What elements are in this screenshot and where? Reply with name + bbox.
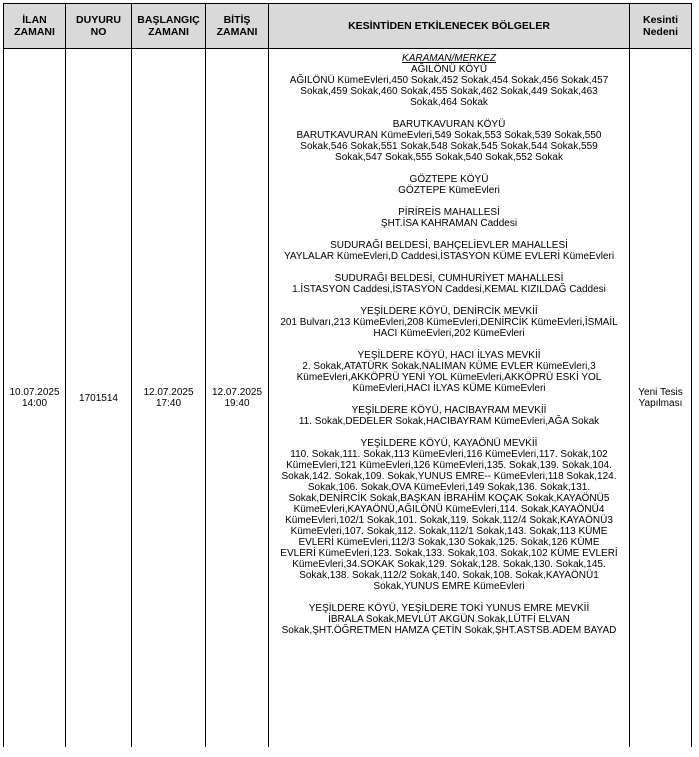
outage-reason: Yapılması xyxy=(638,398,683,409)
region-street-line: Sokak,DENİRCİK Sokak,BAŞKAN İBRAHİM KOÇAK Sokak,KAYAÖNÜ5 xyxy=(288,493,610,504)
region-street-line: Sokak,YUNUS EMRE KümeEvleri xyxy=(373,581,525,592)
region-streets xyxy=(275,130,623,163)
region-street-line: Sokak,ŞHT.ÖĞRETMEN HAMZA ÇETİN Sokak,ŞHT.ASTSB.ADEM BAYAD xyxy=(281,625,617,636)
header-bitis-zamani xyxy=(206,4,269,49)
region-streets xyxy=(275,416,623,427)
region-title: KARAMAN/MERKEZ xyxy=(402,53,496,64)
region-block xyxy=(275,119,623,163)
header-duyuru-no xyxy=(66,4,132,49)
region-streets xyxy=(275,251,623,262)
announce-date: 10.07.2025 xyxy=(9,387,60,398)
cell-baslangic-zamani xyxy=(132,49,206,748)
announce-time: 14:00 xyxy=(21,398,48,409)
region-street-line: EVLERİ KümeEvleri,123. Sokak,133. Sokak,103. Sokak,102 KÜME EVLERİ xyxy=(280,548,618,559)
region-street-line: YAYLALAR KümeEvleri,D Caddesi,İSTASYON KÜME EVLERİ KümeEvleri xyxy=(283,251,615,262)
header-label: ZAMANI xyxy=(216,26,258,38)
region-block xyxy=(275,240,623,262)
region-block xyxy=(275,207,623,229)
region-block xyxy=(275,273,623,295)
region-title: SUDURAĞI BELDESİ, CUMHURİYET MAHALLESİ xyxy=(334,273,564,284)
header-etkilenecek-bolgeler xyxy=(269,4,630,49)
header-label: BİTİŞ xyxy=(223,14,251,26)
region-street-line: ŞHT.İSA KAHRAMAN Caddesi xyxy=(380,218,518,229)
region-street-line: Sokak,106. Sokak,OVA KümeEvleri,149 Sokak,136. Sokak,131. xyxy=(307,482,591,493)
region-streets xyxy=(275,64,623,108)
header-label: DUYURU xyxy=(76,14,121,26)
region-title: YEŞİLDERE KÖYÜ, KAYAÖNÜ MEVKİİ xyxy=(360,438,538,449)
cell-bitis-zamani xyxy=(206,49,269,748)
table-row xyxy=(4,49,692,748)
region-streets xyxy=(275,449,623,592)
header-label: Nedeni xyxy=(642,26,678,38)
region-street-line: KümeEvleri,107. Sokak,112. Sokak,112/1 Sokak,143. Sokak,113 KÜME xyxy=(290,526,608,537)
region-block xyxy=(275,350,623,394)
region-street-line: EVLERİ KümeEvleri,112/3 Sokak,130 Sokak,125. Sokak,126 KÜME xyxy=(298,537,600,548)
region-street-line: HACI KümeEvleri,202 KümeEvleri xyxy=(373,328,525,339)
header-label: BAŞLANGIÇ xyxy=(137,14,200,26)
region-street-line: KümeEvleri,AKKÖPRÜ YENİ YOL KümeEvleri,AKKÖPRÜ ESKİ YOL xyxy=(296,372,602,383)
region-streets xyxy=(275,185,623,196)
cell-duyuru-no xyxy=(66,49,132,748)
end-date: 12.07.2025 xyxy=(211,387,263,398)
region-title: YEŞİLDERE KÖYÜ, HACI İLYAS MEVKİİ xyxy=(357,350,541,361)
region-street-line: 110. Sokak,111. Sokak,113 KümeEvleri,116 KümeEvleri,117. Sokak,102 xyxy=(290,449,608,460)
header-ilan-zamani xyxy=(4,4,66,49)
region-title: YEŞİLDERE KÖYÜ, YEŞİLDERE TOKİ YUNUS EMRE MEVKİİ xyxy=(308,603,590,614)
region-streets xyxy=(275,317,623,339)
region-streets xyxy=(275,218,623,229)
region-streets xyxy=(275,614,623,636)
cell-affected-regions xyxy=(269,49,630,748)
start-date: 12.07.2025 xyxy=(143,387,194,398)
region-street-line: Sokak,459 Sokak,460 Sokak,455 Sokak,462 Sokak,449 Sokak,463 xyxy=(300,86,598,97)
region-street-line: AĞILÖNÜ KÖYÜ xyxy=(410,64,488,75)
region-street-line: KümeEvleri,HACI İLYAS KÜME KümeEvleri xyxy=(352,383,546,394)
header-label: ZAMANI xyxy=(148,26,189,38)
region-street-line: KümeEvleri,KAYAÖNÜ,AĞILÖNÜ KümeEvleri,114. Sokak,KAYAÖNÜ4 xyxy=(293,504,605,515)
region-title: GÖZTEPE KÖYÜ xyxy=(409,174,489,185)
region-street-line: 201 Bulvarı,213 KümeEvleri,208 KümeEvleri,DENİRCİK KümeEvleri,İSMAİL xyxy=(280,317,618,328)
cell-ilan-zamani xyxy=(4,49,66,748)
header-row xyxy=(4,4,692,49)
region-street-line: Sokak,547 Sokak,555 Sokak,540 Sokak,552 Sokak xyxy=(335,152,563,163)
region-block xyxy=(275,174,623,196)
region-title: YEŞİLDERE KÖYÜ, DENİRCİK MEVKİİ xyxy=(360,306,538,317)
region-street-line: KümeEvleri,121 KümeEvleri,126 KümeEvleri,135. Sokak,139. Sokak,104. xyxy=(286,460,612,471)
cell-kesinti-nedeni xyxy=(630,49,692,748)
region-block xyxy=(275,53,623,108)
header-label: Kesinti xyxy=(642,14,678,26)
header-label: NO xyxy=(90,26,107,38)
region-title: PİRİREİS MAHALLESİ xyxy=(398,207,500,218)
region-street-line: 2. Sokak,ATATÜRK Sokak,NALIMAN KÜME EVLER KümeEvleri,3 xyxy=(302,361,596,372)
region-block xyxy=(275,405,623,427)
header-label: İLAN xyxy=(22,14,47,26)
region-street-line: GÖZTEPE KümeEvleri xyxy=(398,185,500,196)
announcement-number: 1701514 xyxy=(79,392,118,404)
outage-reason: Yeni Tesis xyxy=(638,387,683,398)
region-street-line: BARUTKAVURAN KümeEvleri,549 Sokak,553 Sokak,539 Sokak,550 xyxy=(296,130,602,141)
header-label: KESİNTİDEN ETKİLENECEK BÖLGELER xyxy=(348,20,550,32)
region-street-line: 1.İSTASYON Caddesi,İSTASYON Caddesi,KEMAL KIZILDAĞ Caddesi xyxy=(292,284,606,295)
region-block xyxy=(275,438,623,592)
region-street-line: KümeEvleri,102/1 Sokak,101. Sokak,119. Sokak,112/4 Sokak,KAYAÖNÜ3 xyxy=(285,515,613,526)
region-block xyxy=(275,603,623,636)
region-street-line: Sokak,142. Sokak,109. Sokak,YUNUS EMRE-- KümeEvleri,118 Sokak,124. xyxy=(281,471,617,482)
region-title: SUDURAĞI BELDESİ, BAHÇELİEVLER MAHALLESİ xyxy=(330,240,568,251)
region-street-line: 11. Sokak,DEDELER Sokak,HACIBAYRAM KümeEvleri,AĞA Sokak xyxy=(298,416,600,427)
end-time: 19:40 xyxy=(224,398,250,409)
region-street-line: Sokak,138. Sokak,112/2 Sokak,140. Sokak,108. Sokak,KAYAÖNÜ1 xyxy=(299,570,599,581)
region-streets xyxy=(275,361,623,394)
start-time: 17:40 xyxy=(155,398,182,409)
region-street-line: İBRALA Sokak,MEVLÜT AKGÜN Sokak,LÜTFİ ELVAN xyxy=(328,614,570,625)
region-street-line: KümeEvleri,34.SOKAK Sokak,129. Sokak,128. Sokak,130. Sokak,145. xyxy=(292,559,606,570)
region-street-line: Sokak,464 Sokak xyxy=(410,97,488,108)
region-title: BARUTKAVURAN KÖYÜ xyxy=(392,119,506,130)
region-block xyxy=(275,306,623,339)
regions-list xyxy=(275,53,623,636)
header-label: ZAMANI xyxy=(14,26,55,38)
region-street-line: AĞILÖNÜ KümeEvleri,450 Sokak,452 Sokak,454 Sokak,456 Sokak,457 xyxy=(289,75,609,86)
region-street-line: Sokak,546 Sokak,551 Sokak,548 Sokak,545 Sokak,544 Sokak,559 xyxy=(300,141,598,152)
region-title: YEŞİLDERE KÖYÜ, HACIBAYRAM MEVKİİ xyxy=(351,405,547,416)
header-baslangic-zamani xyxy=(132,4,206,49)
outage-table xyxy=(3,3,692,747)
header-kesinti-nedeni xyxy=(630,4,692,49)
region-streets xyxy=(275,284,623,295)
